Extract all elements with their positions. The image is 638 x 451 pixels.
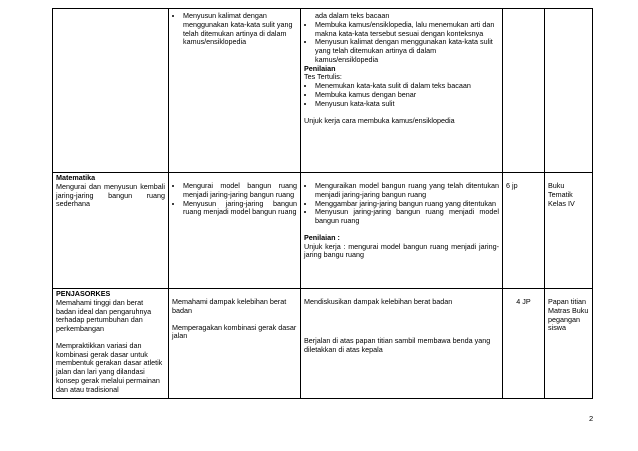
indikator-cell: [169, 9, 301, 173]
waktu-cell: [503, 289, 545, 399]
unjuk-kerja-text: Unjuk kerja cara membuka kamus/ensiklopedia: [304, 115, 455, 125]
list-item: • Menyusun kalimat dengan menggunakan kata-kata sulit yang telah ditemukan artinya di dalam kamus/ensiklopedia: [315, 38, 499, 64]
subject-title: PENJASORKES: [56, 289, 111, 298]
list-item: • Menyusun kalimat dengan menggunakan kata-kata sulit yang telah ditemukan artinya di dalam kamus/ensiklopedia: [183, 12, 297, 47]
indikator-cell: [169, 289, 301, 399]
sumber-cell: [545, 9, 593, 173]
table-row: [53, 289, 593, 399]
waktu-value: 4 JP: [516, 297, 531, 306]
list-item: • Menyusun jaring-jaring bangun ruang menjadi model bangun ruang: [183, 200, 297, 218]
waktu-value: 6 jp: [506, 181, 518, 190]
list-item: • Mengurai model bangun ruang menjadi jaring-jaring bangun ruang: [183, 182, 297, 200]
kegiatan-cell: [301, 289, 503, 399]
indikator-text: Memperagakan kombinasi gerak dasar jalan: [172, 322, 297, 341]
indikator-text: Memahami dampak kelebihan berat badan: [172, 297, 287, 315]
kd-text: Mengurai dan menyusun kembali jaring-jaring bangun ruang sederhana: [56, 181, 165, 209]
tes-tertulis-label: Tes Tertulis:: [304, 72, 342, 82]
page-number: 2: [589, 414, 594, 423]
list-item: • Menyusun kata-kata sulit: [315, 100, 499, 109]
table-row: [53, 173, 593, 289]
subject-title: Matematika: [56, 173, 96, 182]
sumber-cell: [545, 289, 593, 399]
list-item: • Menggambar jaring-jaring bangun ruang yang ditentukan: [315, 200, 499, 209]
indikator-cell: [169, 173, 301, 289]
waktu-cell: [503, 173, 545, 289]
sumber-value: Papan titian Matras Buku pegangan siswa: [548, 297, 589, 333]
lesson-plan-table: [52, 8, 593, 399]
kegiatan-cell: [301, 9, 503, 173]
kegiatan-text: Mendiskusikan dampak kelebihan berat badan: [304, 297, 453, 306]
list-item: • Menemukan kata-kata sulit di dalam teks bacaan: [315, 82, 499, 91]
table-row: [53, 9, 593, 173]
sumber-cell: [545, 173, 593, 289]
sumber-value: Buku Tematik Kelas IV: [548, 181, 575, 208]
kd-text: Mempraktikkan variasi dan kombinasi gerak dasar untuk membentuk gerakan dasar atletik jalan dan lari yang dilandasi konsep gerak melalui permainan dan atau tradisional: [56, 340, 163, 394]
kd-cell: [53, 173, 169, 289]
kd-text: Memahami tinggi dan berat badan ideal dan pengaruhnya terhadap pertumbuhan dan perkembangan: [56, 297, 152, 334]
kd-cell: [53, 9, 169, 173]
list-item: • Menguraikan model bangun ruang yang telah ditentukan menjadi jaring-jaring bangun ruang: [315, 182, 499, 200]
penilaian-heading: Penilaian :: [304, 232, 340, 242]
list-item: ada dalam teks bacaan: [315, 11, 390, 20]
unjuk-kerja-text: Unjuk kerja : mengurai model bangun ruang menjadi jaring-jaring bangu ruang: [304, 241, 499, 260]
list-item: • Membuka kamus dengan benar: [315, 91, 499, 100]
waktu-cell: [503, 9, 545, 173]
list-item: • Menyusun jaring-jaring bangun ruang menjadi model bangun ruang: [315, 208, 499, 226]
penilaian-heading: Penilaian: [304, 63, 336, 73]
kegiatan-text: Berjalan di atas papan titian sambil membawa benda yang diletakkan di atas kepala: [304, 335, 491, 354]
kegiatan-cell: [301, 173, 503, 289]
list-item: • Membuka kamus/ensiklopedia, lalu menemukan arti dan makna kata-kata tersebut sesuai dengan konteksnya: [315, 21, 499, 39]
kd-cell: [53, 289, 169, 399]
